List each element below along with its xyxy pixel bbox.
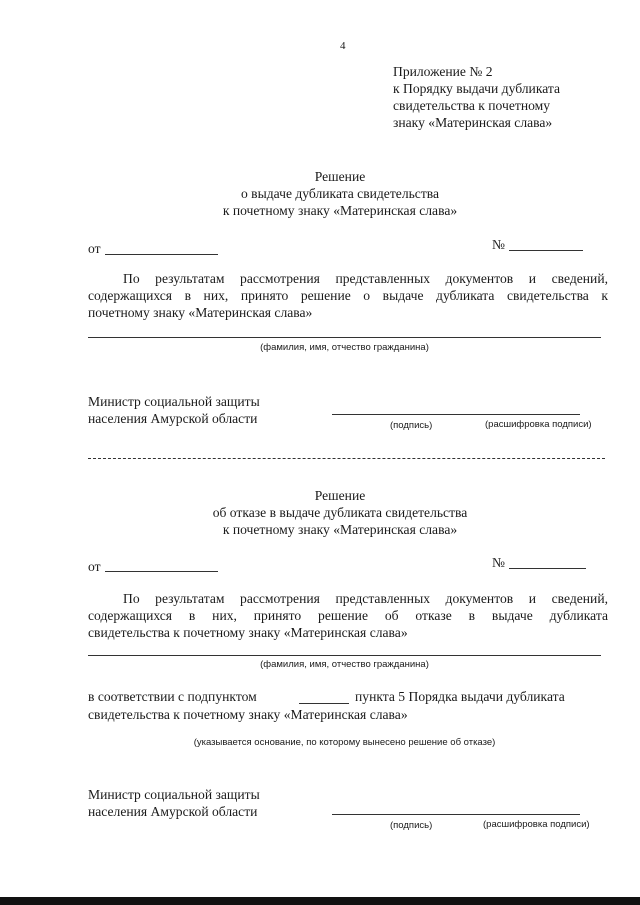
decision2-decoding-caption: (расшифровка подписи) bbox=[483, 819, 590, 830]
decision1-signature-caption: (подпись) bbox=[390, 420, 433, 431]
decision1-body-line: По результатам рассмотрения представленных документов и сведений, bbox=[123, 271, 608, 286]
decision2-basis-line-b: пункта 5 Порядка выдачи дубликата bbox=[355, 689, 565, 704]
decision2-signature-field[interactable] bbox=[332, 814, 580, 815]
decision1-title-line: Решение bbox=[314, 169, 366, 184]
decision1-date-field[interactable] bbox=[105, 254, 218, 255]
decision2-title-line: Решение bbox=[314, 488, 366, 503]
signer-line: Министр социальной защиты bbox=[88, 787, 260, 802]
decision2-signature-caption: (подпись) bbox=[390, 820, 433, 831]
decision1-body-line: содержащихся в них, принято решение о выдаче дубликата свидетельства к bbox=[88, 288, 608, 303]
decision2-body-line: По результатам рассмотрения представленных документов и сведений, bbox=[123, 591, 608, 606]
decision2-basis-line-a: в соответствии с подпунктом bbox=[88, 689, 257, 704]
decision2-date-field[interactable] bbox=[105, 571, 218, 572]
decision1-number-field[interactable] bbox=[509, 250, 583, 251]
decision2-name-field[interactable] bbox=[88, 655, 601, 656]
decision1-title-line: о выдаче дубликата свидетельства bbox=[240, 186, 440, 201]
decision2-basis-line: свидетельства к почетному знаку «Материнская слава» bbox=[88, 707, 408, 722]
decision1-from-label: от bbox=[88, 241, 101, 256]
decision2-basis-caption: (указывается основание, по которому вынесено решение об отказе) bbox=[193, 737, 496, 748]
decision1-signer bbox=[88, 393, 260, 427]
decision2-body-line: содержащихся в них, принято решение об отказе в выдаче дубликата bbox=[88, 608, 608, 623]
appendix-block bbox=[393, 63, 560, 131]
decision2-from-label: от bbox=[88, 559, 101, 574]
decision2-body-line: свидетельства к почетному знаку «Материнская слава» bbox=[88, 625, 408, 640]
decision2-title-line: к почетному знаку «Материнская слава» bbox=[222, 522, 458, 537]
signer-line: Министр социальной защиты bbox=[88, 394, 260, 409]
decision2-name-caption: (фамилия, имя, отчество гражданина) bbox=[260, 659, 429, 670]
appendix-line: Приложение № 2 bbox=[393, 64, 493, 79]
decision1-signature-field[interactable] bbox=[332, 414, 580, 415]
decision2-number-field[interactable] bbox=[509, 568, 586, 569]
decision1-number-label: № bbox=[492, 237, 505, 252]
decision2-number-label: № bbox=[492, 555, 505, 570]
decision1-name-caption: (фамилия, имя, отчество гражданина) bbox=[260, 342, 429, 353]
decision1-name-field[interactable] bbox=[88, 337, 601, 338]
scan-bottom-edge bbox=[0, 897, 640, 905]
decision1-title-line: к почетному знаку «Материнская слава» bbox=[222, 203, 458, 218]
decision1-title bbox=[120, 168, 560, 219]
page-number: 4 bbox=[340, 40, 346, 52]
appendix-line: знаку «Материнская слава» bbox=[393, 115, 553, 130]
decision1-body-line: почетному знаку «Материнская слава» bbox=[88, 305, 313, 320]
decision2-subclause-field[interactable] bbox=[299, 703, 349, 704]
appendix-line: свидетельства к почетному bbox=[393, 98, 551, 113]
signer-line: населения Амурской области bbox=[88, 804, 258, 819]
signer-line: населения Амурской области bbox=[88, 411, 258, 426]
decision1-decoding-caption: (расшифровка подписи) bbox=[485, 419, 592, 430]
decision2-title bbox=[120, 487, 560, 538]
decision1-body bbox=[88, 270, 608, 321]
decision2-body bbox=[88, 590, 608, 641]
appendix-line: к Порядку выдачи дубликата bbox=[393, 81, 561, 96]
decision2-signer bbox=[88, 786, 260, 820]
cut-line-divider bbox=[88, 458, 605, 459]
decision2-title-line: об отказе в выдаче дубликата свидетельства bbox=[212, 505, 468, 520]
